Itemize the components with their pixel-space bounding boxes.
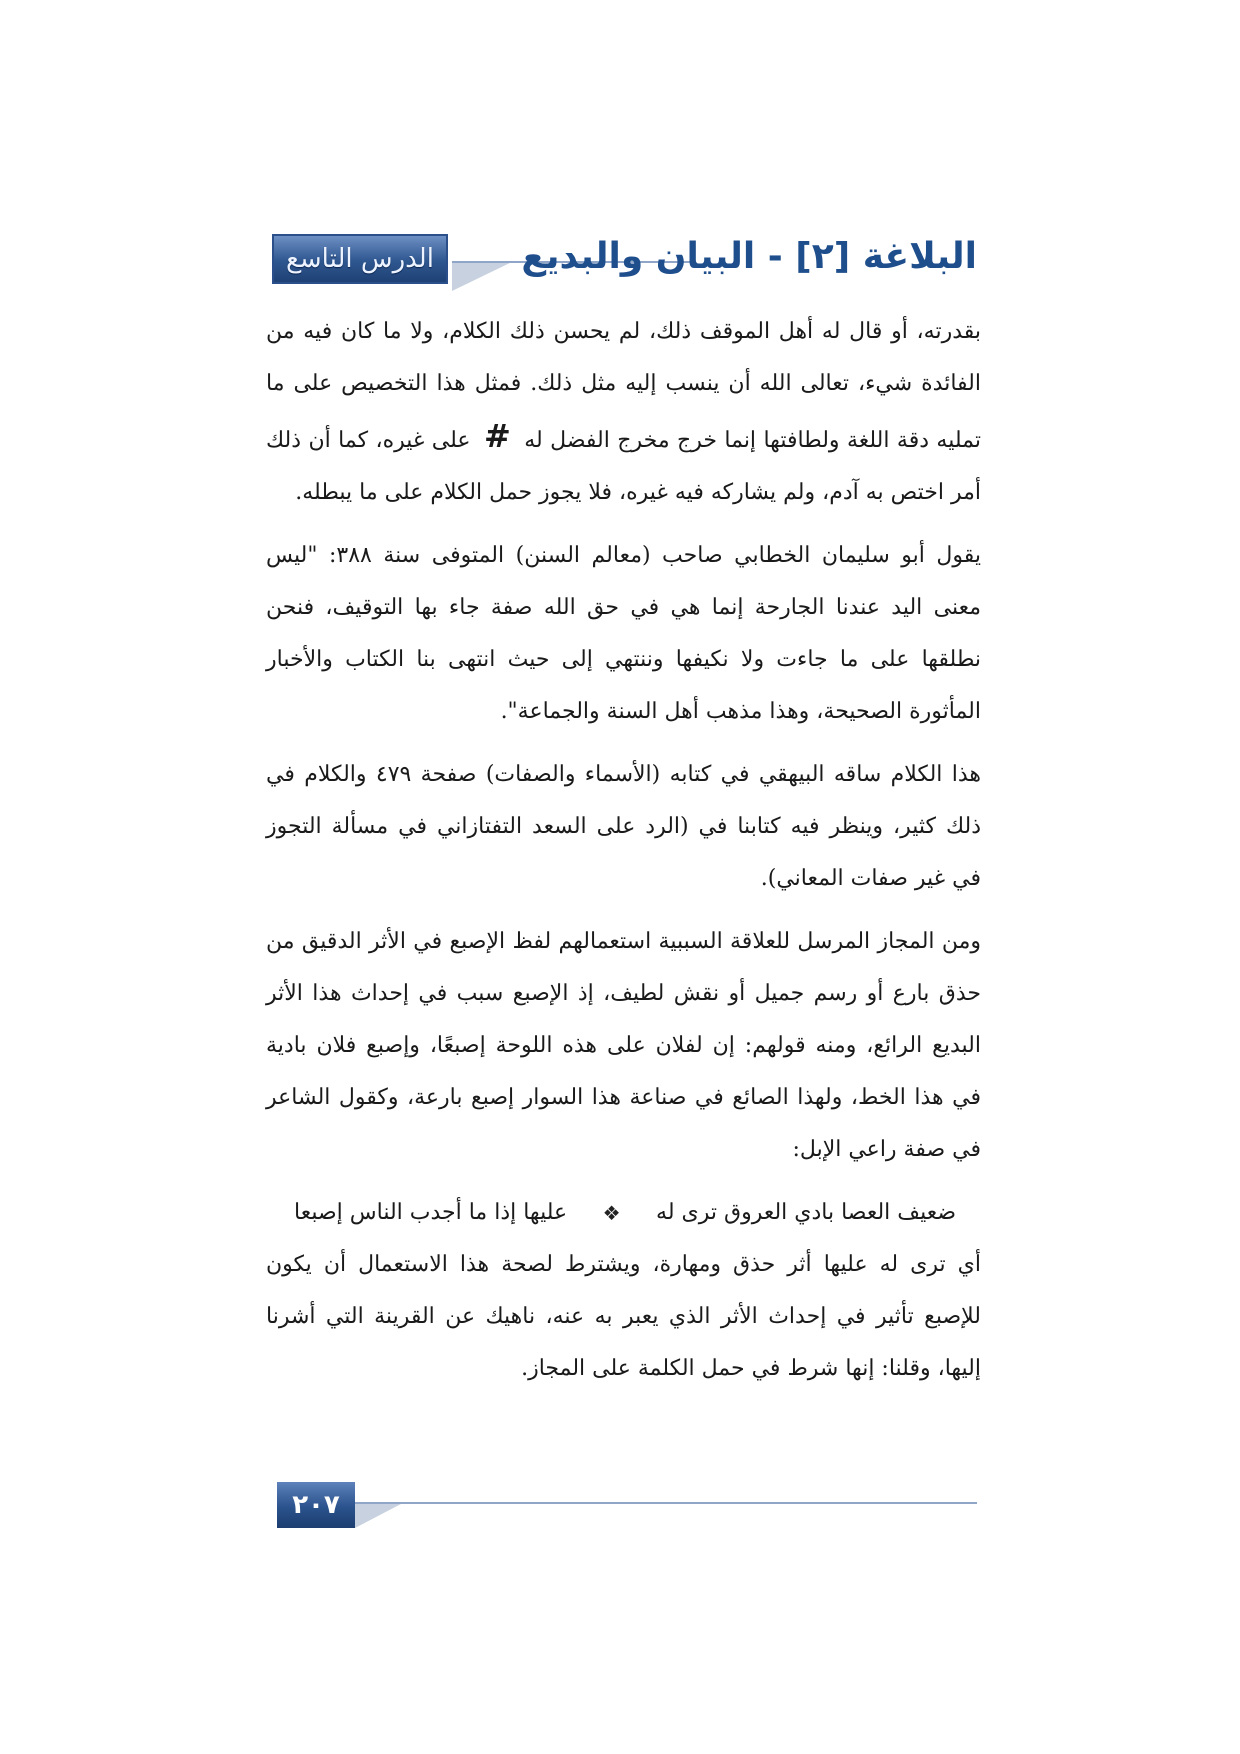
footer-shadow-decoration [355,1504,401,1528]
page-number: ٢٠٧ [292,1490,340,1520]
paragraph-4: ومن المجاز المرسل للعلاقة السببية استعمالهم لفظ الإصبع في الأثر الدقيق من حذق بارع أو رسم جميل أو نقش لطيف، إذ الإصبع سبب في إحداث هذا الأثر البديع الرائع، ومنه قولهم: إن لفلان على هذه اللوحة إصبعًا، وإصبع فلان بادية في هذا الخط، ولهذا الصائع في صناعة هذا السوار إصبع بارعة، وكقول الشاعر في صفة راعي الإبل: [266,929,981,1162]
paragraph-5: أي ترى له عليها أثر حذق ومهارة، ويشترط لصحة هذا الاستعمال أن يكون للإصبع تأثير في إحداث الأثر الذي يعبر به عنه، ناهيك عن القرينة التي أشرنا إليها، وقلنا: إنها شرط في حمل الكلمة على المجاز. [266,1252,981,1381]
book-title: البلاغة [٢] - البيان والبديع [521,236,977,277]
page-header [272,232,977,290]
header-shadow-decoration [452,261,514,291]
verse-second-hemistich: عليها إذا ما أجدب الناس إصبعا [294,1200,568,1225]
page-content [266,306,981,1406]
honorific-symbol: # [484,417,511,455]
lesson-badge [272,234,448,284]
verse-separator-icon: ❖ [602,1201,621,1225]
lesson-label: الدرس التاسع [286,244,434,274]
paragraph-1 [266,306,981,519]
paragraph-2: يقول أبو سليمان الخطابي صاحب (معالم السنن) المتوفى سنة ٣٨٨: "ليس معنى اليد عندنا الجارحة إنما هي في حق الله صفة جاء بها التوقيف، فنحن نطلقها على ما جاءت ولا نكيفها وننتهي إلى حيث انتهى بنا الكتاب والأخبار المأثورة الصحيحة، وهذا مذهب أهل السنة والجماعة". [266,543,982,724]
footer-rule [355,1502,977,1504]
paragraph-1-part-2: على غيره، كما أن ذلك أمر اختص به آدم، ولم يشاركه فيه غيره، فلا يجوز حمل الكلام على ما يبطله. [266,428,981,505]
verse-first-hemistich: ضعيف العصا بادي العروق ترى له [656,1200,956,1225]
page-number-badge [277,1482,355,1528]
paragraph-1-part-1: بقدرته، أو قال له أهل الموقف ذلك، لم يحسن ذلك الكلام، ولا ما كان فيه من الفائدة شيء، تعالى الله أن ينسب إليه مثل ذلك. فمثل هذا التخصيص على ما تمليه دقة اللغة ولطافتها إنما خرج مخرج الفضل له [266,319,981,453]
poetry-verse [266,1187,981,1239]
paragraph-3: هذا الكلام ساقه البيهقي في كتابه (الأسماء والصفات) صفحة ٤٧٩ والكلام في ذلك كثير، وينظر فيه كتابنا في (الرد على السعد التفتازاني في مسألة التجوز في غير صفات المعاني). [266,762,981,891]
page-footer [277,1482,977,1532]
